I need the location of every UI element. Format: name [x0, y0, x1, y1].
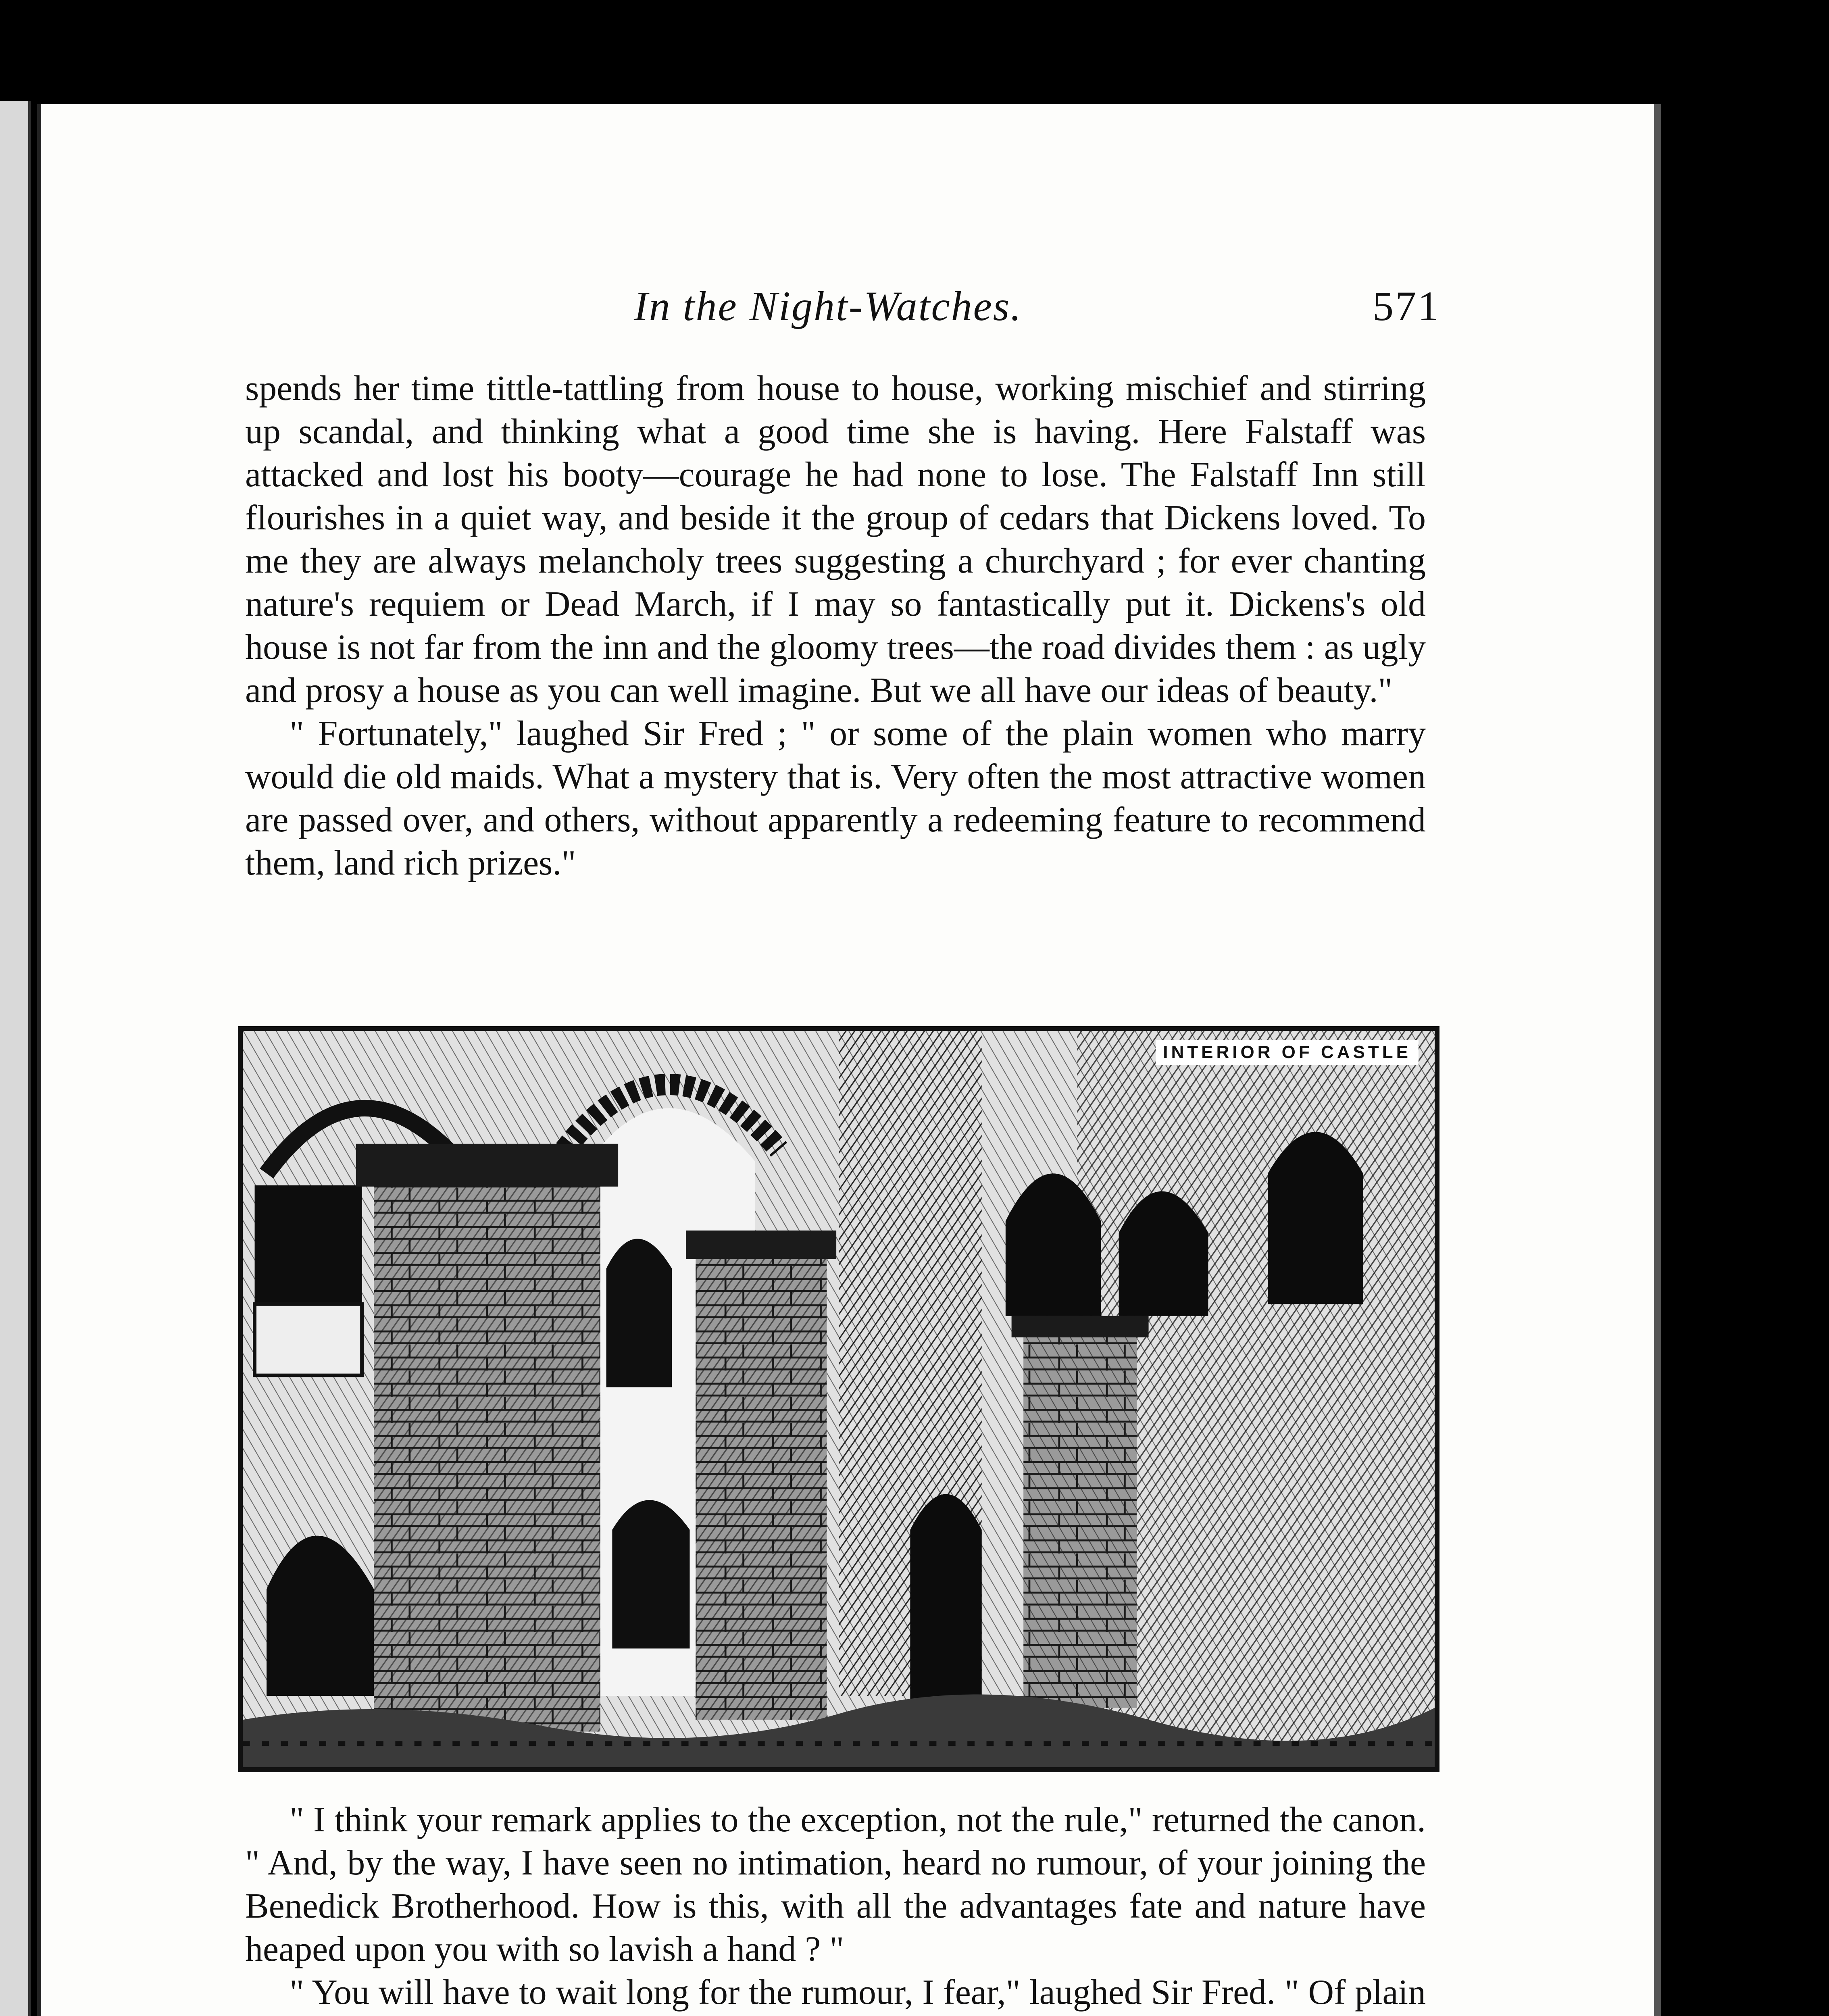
- page-header: [594, 282, 1440, 339]
- adjacent-page-edge: [0, 101, 31, 2016]
- paragraph: " I think your remark applies to the exception, not the rule," returned the canon. " And, by the way, I have seen no intimation, heard no rumour, of your joining the Benedick Brotherhood. How is this, with all the advantages fate and nature have heaped upon you with so lavish a hand ? ": [245, 1800, 1426, 1969]
- text-block-top: [245, 367, 1426, 885]
- page-edge-shadow: [1654, 104, 1661, 2016]
- figure-caption: INTERIOR OF CASTLE: [1156, 1040, 1419, 1065]
- paragraph: " You will have to wait long for the rumour, I fear," laughed Sir Fred. " Of plain: [290, 1973, 1426, 2012]
- running-title: In the Night-Watches.: [634, 283, 1023, 329]
- paragraph: spends her time tittle-tattling from house to house, working mischief and stirring up scandal, and thinking what a good time she is having. Here Falstaff was attacked and lost his booty—courage he had none to lose. The Falstaff Inn still flourishes in a quiet way, and beside it the group of cedars that Dickens loved. To me they are always melancholy trees suggesting a churchyard ; for ever chanting nature's requiem or Dead March, if I may so fantastically put it. Dickens's old house is not far from the inn and the gloomy trees—the road divides them : as ugly and prosy a house as you can well imagine. But we all have our ideas of beauty.": [245, 369, 1426, 710]
- paragraph: " Fortunately," laughed Sir Fred ; " or some of the plain women who marry would die old maids. What a mystery that is. Very often the most attractive women are passed over, and others, without apparently a redeeming feature to recommend them, land rich prizes.": [245, 714, 1426, 883]
- page-number: 571: [1373, 283, 1440, 329]
- text-block-bottom: [245, 1798, 1426, 2016]
- engraving-drawing: [243, 1031, 1435, 1767]
- castle-interior-illustration: [238, 1026, 1439, 1772]
